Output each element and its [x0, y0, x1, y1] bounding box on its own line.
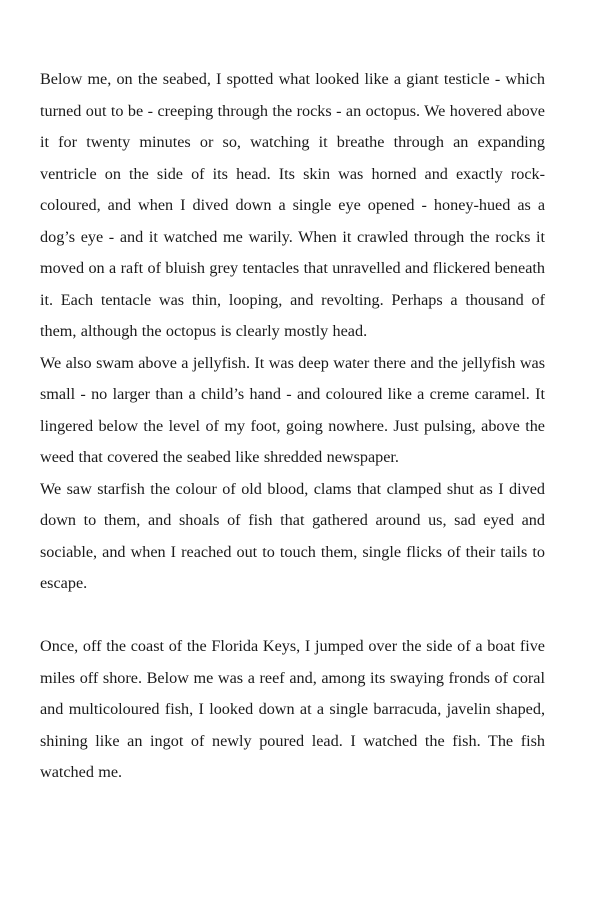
paragraph-octopus: Below me, on the seabed, I spotted what looked like a giant testicle - which turned out to be - creeping through the rocks - an octopus. We hovered above it for twenty minutes or so, watching it breathe through an expanding ventricle on the side of its head. Its skin was horned and exactly rock-coloured, and when I dived down a single eye opened - honey-hued as a dog’s eye - and it watched me warily. When it crawled through the rocks it moved on a raft of bluish grey tentacles that unravelled and flickered beneath it. Each tentacle was thin, looping, and revolting. Perhaps a thousand of them, although the octopus is clearly mostly head. [40, 70, 545, 340]
paragraph-jellyfish: We also swam above a jellyfish. It was deep water there and the jellyfish was small - no larger than a child’s hand - and coloured like a creme caramel. It lingered below the level of my foot, going nowhere. Just pulsing, above the weed that covered the seabed like shredded newspaper. [40, 353, 545, 466]
paragraph-barracuda: Once, off the coast of the Florida Keys, I jumped over the side of a boat five miles off shore. Below me was a reef and, among its swaying fronds of coral and multicoloured fish, I looked down at a single barracuda, javelin shaped, shining like an ingot of newly poured lead. I watched the fish. The fish watched me. [40, 637, 545, 781]
document-page [40, 64, 545, 789]
paragraph-starfish: We saw starfish the colour of old blood, clams that clamped shut as I dived down to them, and shoals of fish that gathered around us, sad eyed and sociable, and when I reached out to touch them, single flicks of their tails to escape. [40, 479, 545, 592]
